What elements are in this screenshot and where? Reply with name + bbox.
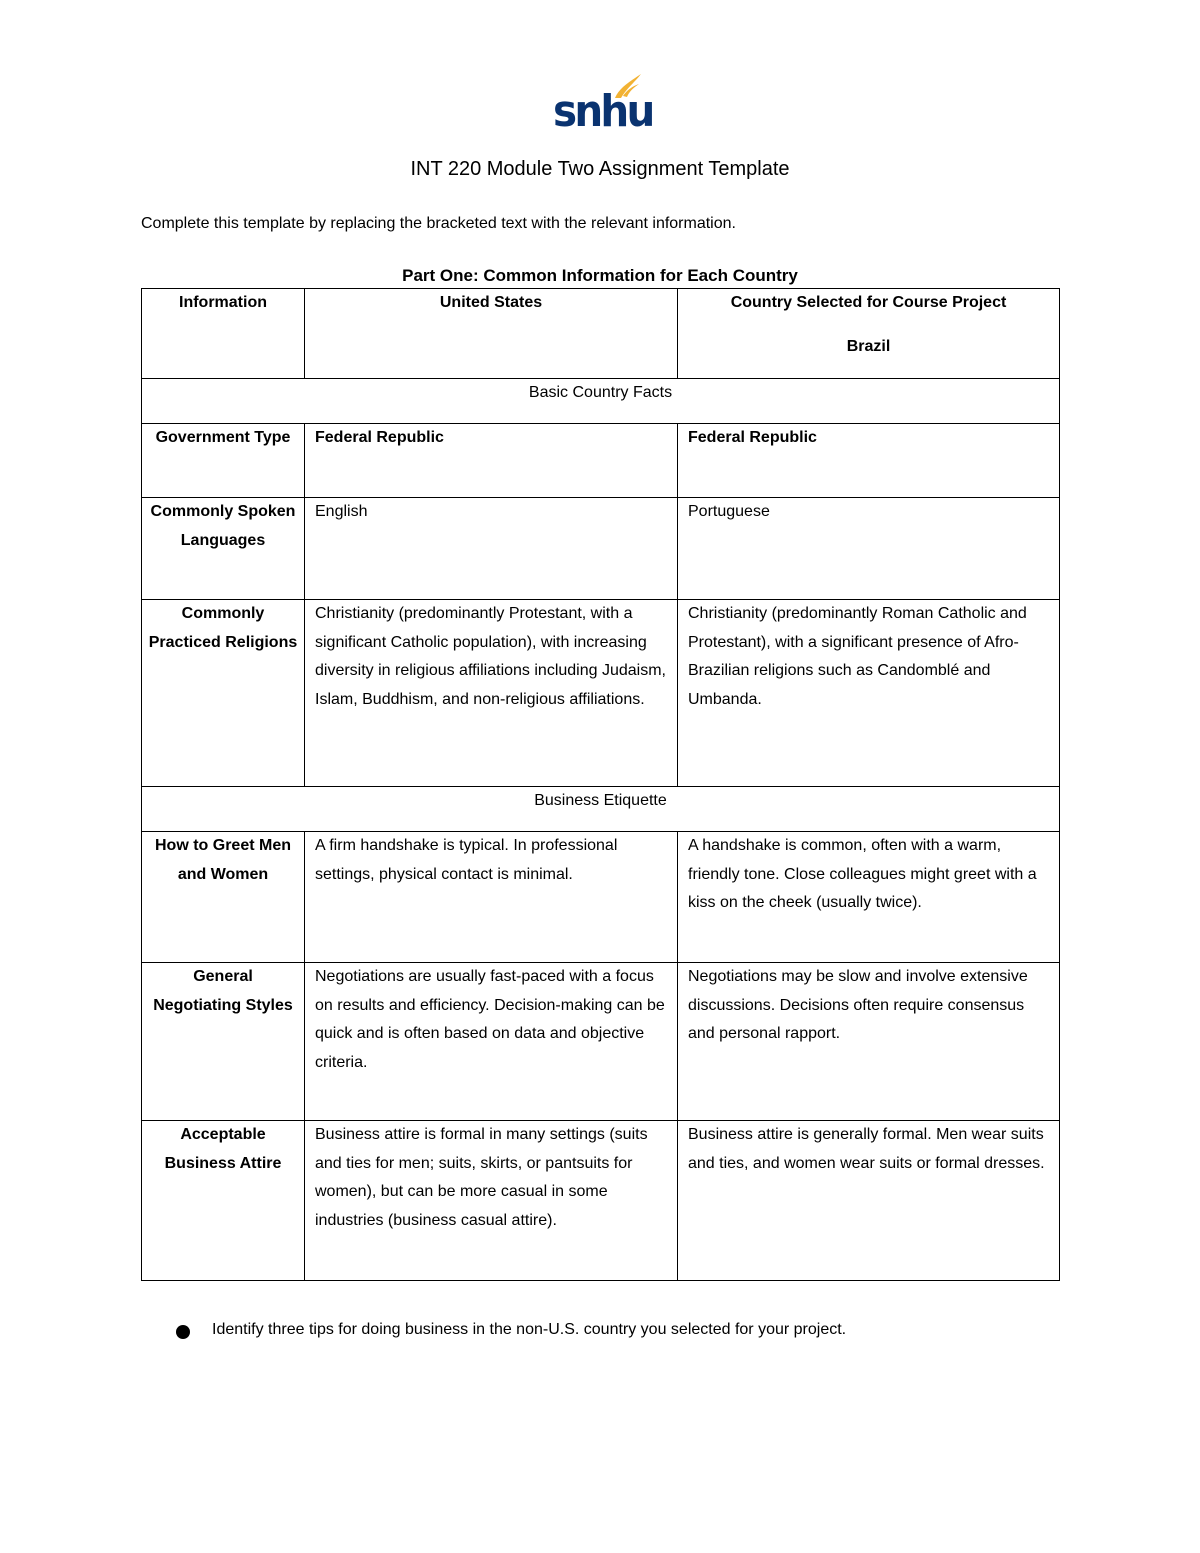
section-row xyxy=(142,787,1060,832)
us-cell: Christianity (predominantly Protestant, with a significant Catholic population), with increasing diversity in religious affiliations including Judaism, Islam, Buddhism, and non-religious affiliations. xyxy=(305,600,678,787)
header-selected-country-label: Country Selected for Course Project xyxy=(730,294,1007,311)
header-country-name: Brazil xyxy=(846,337,891,355)
table-row xyxy=(142,832,1060,963)
header-selected-country xyxy=(678,289,1060,379)
row-label: Commonly Practiced Religions xyxy=(142,600,305,787)
country-cell: Christianity (predominantly Roman Catholic and Protestant), with a significant presence of Afro-Brazilian religions such as Candomblé and Umbanda. xyxy=(678,600,1060,787)
intro-text: Complete this template by replacing the bracketed text with the relevant information. xyxy=(141,215,736,232)
us-cell: Negotiations are usually fast-paced with a focus on results and efficiency. Decision-making can be quick and is often based on data and objective criteria. xyxy=(305,963,678,1121)
country-cell: Federal Republic xyxy=(678,424,1060,498)
row-label: Commonly Spoken Languages xyxy=(142,498,305,600)
country-cell: Business attire is generally formal. Men wear suits and ties, and women wear suits or formal dresses. xyxy=(678,1121,1060,1281)
logo-wordmark: snhu xyxy=(553,86,653,137)
table-row xyxy=(142,600,1060,787)
table-row xyxy=(142,963,1060,1121)
us-cell: English xyxy=(305,498,678,600)
country-cell: A handshake is common, often with a warm, friendly tone. Close colleagues might greet with a kiss on the cheek (usually twice). xyxy=(678,832,1060,963)
row-label: Government Type xyxy=(142,424,305,498)
part-one-title: Part One: Common Information for Each Country xyxy=(402,266,798,285)
us-cell: A firm handshake is typical. In professional settings, physical contact is minimal. xyxy=(305,832,678,963)
snhu-logo xyxy=(553,72,653,137)
us-cell: Business attire is formal in many settings (suits and ties for men; suits, skirts, or pantsuits for women), but can be more casual in some industries (business casual attire). xyxy=(305,1121,678,1281)
row-label: Acceptable Business Attire xyxy=(142,1121,305,1281)
row-label: How to Greet Men and Women xyxy=(142,832,305,963)
section-row xyxy=(142,379,1060,424)
table-row xyxy=(142,498,1060,600)
country-info-table xyxy=(141,288,1060,1281)
section-basic-facts: Basic Country Facts xyxy=(142,379,1060,424)
header-united-states: United States xyxy=(305,289,678,379)
country-cell: Negotiations may be slow and involve extensive discussions. Decisions often require consensus and personal rapport. xyxy=(678,963,1060,1121)
table-row xyxy=(142,424,1060,498)
section-business-etiquette: Business Etiquette xyxy=(142,787,1060,832)
us-cell: Federal Republic xyxy=(305,424,678,498)
header-information: Information xyxy=(142,289,305,379)
page-title: INT 220 Module Two Assignment Template xyxy=(410,158,790,180)
bullet-text: Identify three tips for doing business in the non-U.S. country you selected for your project. xyxy=(212,1321,847,1338)
country-cell: Portuguese xyxy=(678,498,1060,600)
row-label: General Negotiating Styles xyxy=(142,963,305,1121)
table-row xyxy=(142,1121,1060,1281)
bullet-icon xyxy=(176,1325,190,1339)
table-header-row xyxy=(142,289,1060,379)
